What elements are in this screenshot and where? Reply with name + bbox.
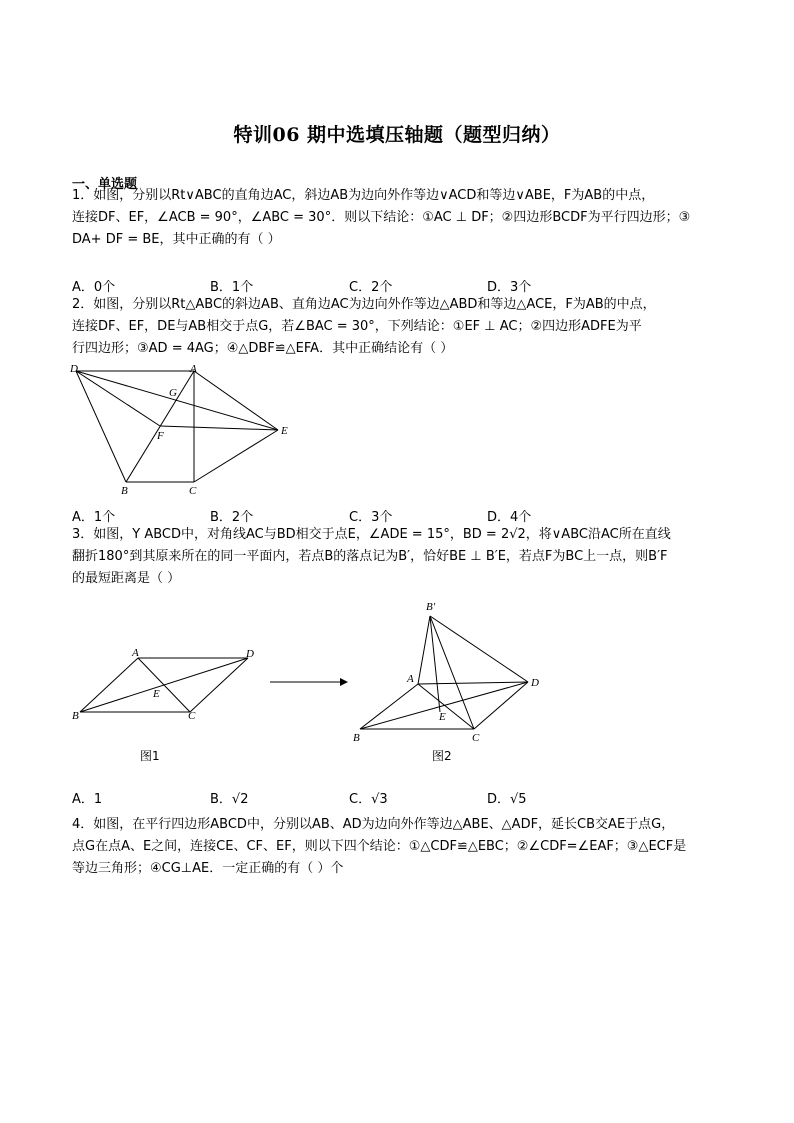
- q2-label-c: C: [189, 485, 197, 497]
- q3-fig2-label-e: E: [439, 711, 446, 723]
- q1-option-d: D．3个: [487, 280, 532, 295]
- q2-option-b: B．2个: [210, 510, 254, 525]
- q3-line1: 3．如图，Y ABCD中，对角线AC与BD相交于点E，∠ADE = 15°，BD = 2√2，将∨ABC沿AC所在直线: [72, 527, 671, 542]
- q3-arrow: [268, 676, 358, 688]
- q3-option-b: B．√2: [210, 792, 249, 807]
- q2-line1: 2．如图，分别以Rt△ABC的斜边AB、直角边AC为边向外作等边△ABD和等边△ACE，F为AB的中点，: [72, 297, 656, 312]
- q1-option-c: C．2个: [349, 280, 393, 295]
- section-heading: 一、单选题: [72, 177, 138, 192]
- q3-fig1-label-c: C: [188, 710, 196, 722]
- q2-label-g: G: [169, 387, 177, 399]
- q2-option-c: C．3个: [349, 510, 393, 525]
- q4-line2: 点G在点A、E之间，连接CE、CF、EF，则以下四个结论：①△CDF≌△EBC；②∠CDF=∠EAF；③△ECF是: [72, 839, 687, 854]
- q3-fig1-label-e: E: [153, 688, 160, 700]
- q2-line2: 连接DF、EF，DE与AB相交于点G，若∠BAC = 30°，下列结论：①EF ⊥ AC；②四边形ADFE为平: [72, 319, 642, 334]
- q3-line2: 翻折180°到其原来所在的同一平面内，若点B的落点记为B′，恰好BE ⊥ B′E，若点F为BC上一点，则B′F: [72, 549, 668, 564]
- q1-option-b: B．1个: [210, 280, 254, 295]
- q3-fig2-label-c: C: [472, 732, 480, 744]
- q2-figure: [68, 362, 298, 497]
- q4-line1: 4．如图，在平行四边形ABCD中，分别以AB、AD为边向外作等边△ABE、△ADF，延长CB交AE于点G，: [72, 817, 675, 832]
- q2-line3: 行四边形；③AD = 4AG；④△DBF≌△EFA．其中正确结论有（ ）: [72, 341, 454, 356]
- q3-option-d: D．√5: [487, 792, 527, 807]
- q3-option-c: C．√3: [349, 792, 388, 807]
- q3-fig2-label-b-prime: B′: [426, 601, 436, 613]
- q3-fig2-label-d: D: [531, 677, 539, 689]
- q3-option-a: A．1: [72, 792, 103, 807]
- q3-fig1-label-b: B: [72, 710, 79, 722]
- q3-fig2-caption: 图2: [432, 749, 452, 763]
- q2-label-f: F: [157, 430, 164, 442]
- q3-line3: 的最短距离是（ ）: [72, 571, 181, 586]
- q2-option-a: A．1个: [72, 510, 116, 525]
- q4-line3: 等边三角形；④CG⊥AE．一定正确的有（ ）个: [72, 861, 344, 876]
- page-title: 特训06 期中选填压轴题（题型归纳）: [233, 124, 561, 146]
- q2-label-b: B: [121, 485, 128, 497]
- q1-option-a: A．0个: [72, 280, 116, 295]
- q2-label-e: E: [281, 425, 288, 437]
- q3-fig2-label-a: A: [407, 673, 414, 685]
- q3-figure-2: [350, 598, 550, 743]
- q2-label-a: A: [190, 363, 197, 375]
- q2-option-d: D．4个: [487, 510, 532, 525]
- q1-line3: DA+ DF = BE，其中正确的有（ ）: [72, 232, 281, 247]
- q3-fig2-label-b: B: [353, 732, 360, 744]
- q3-fig1-caption: 图1: [140, 749, 160, 763]
- q1-line1: 1．如图，分别以Rt∨ABC的直角边AC，斜边AB为边向外作等边∨ACD和等边∨ABE，F为AB的中点，: [72, 188, 655, 203]
- q3-figure-1: [70, 645, 270, 725]
- q3-fig1-label-a: A: [132, 647, 139, 659]
- q1-line2: 连接DF、EF，∠ACB = 90°，∠ABC = 30°．则以下结论：①AC ⊥ DF；②四边形BCDF为平行四边形；③: [72, 210, 691, 225]
- q2-label-d: D: [70, 363, 78, 375]
- q3-fig1-label-d: D: [246, 648, 254, 660]
